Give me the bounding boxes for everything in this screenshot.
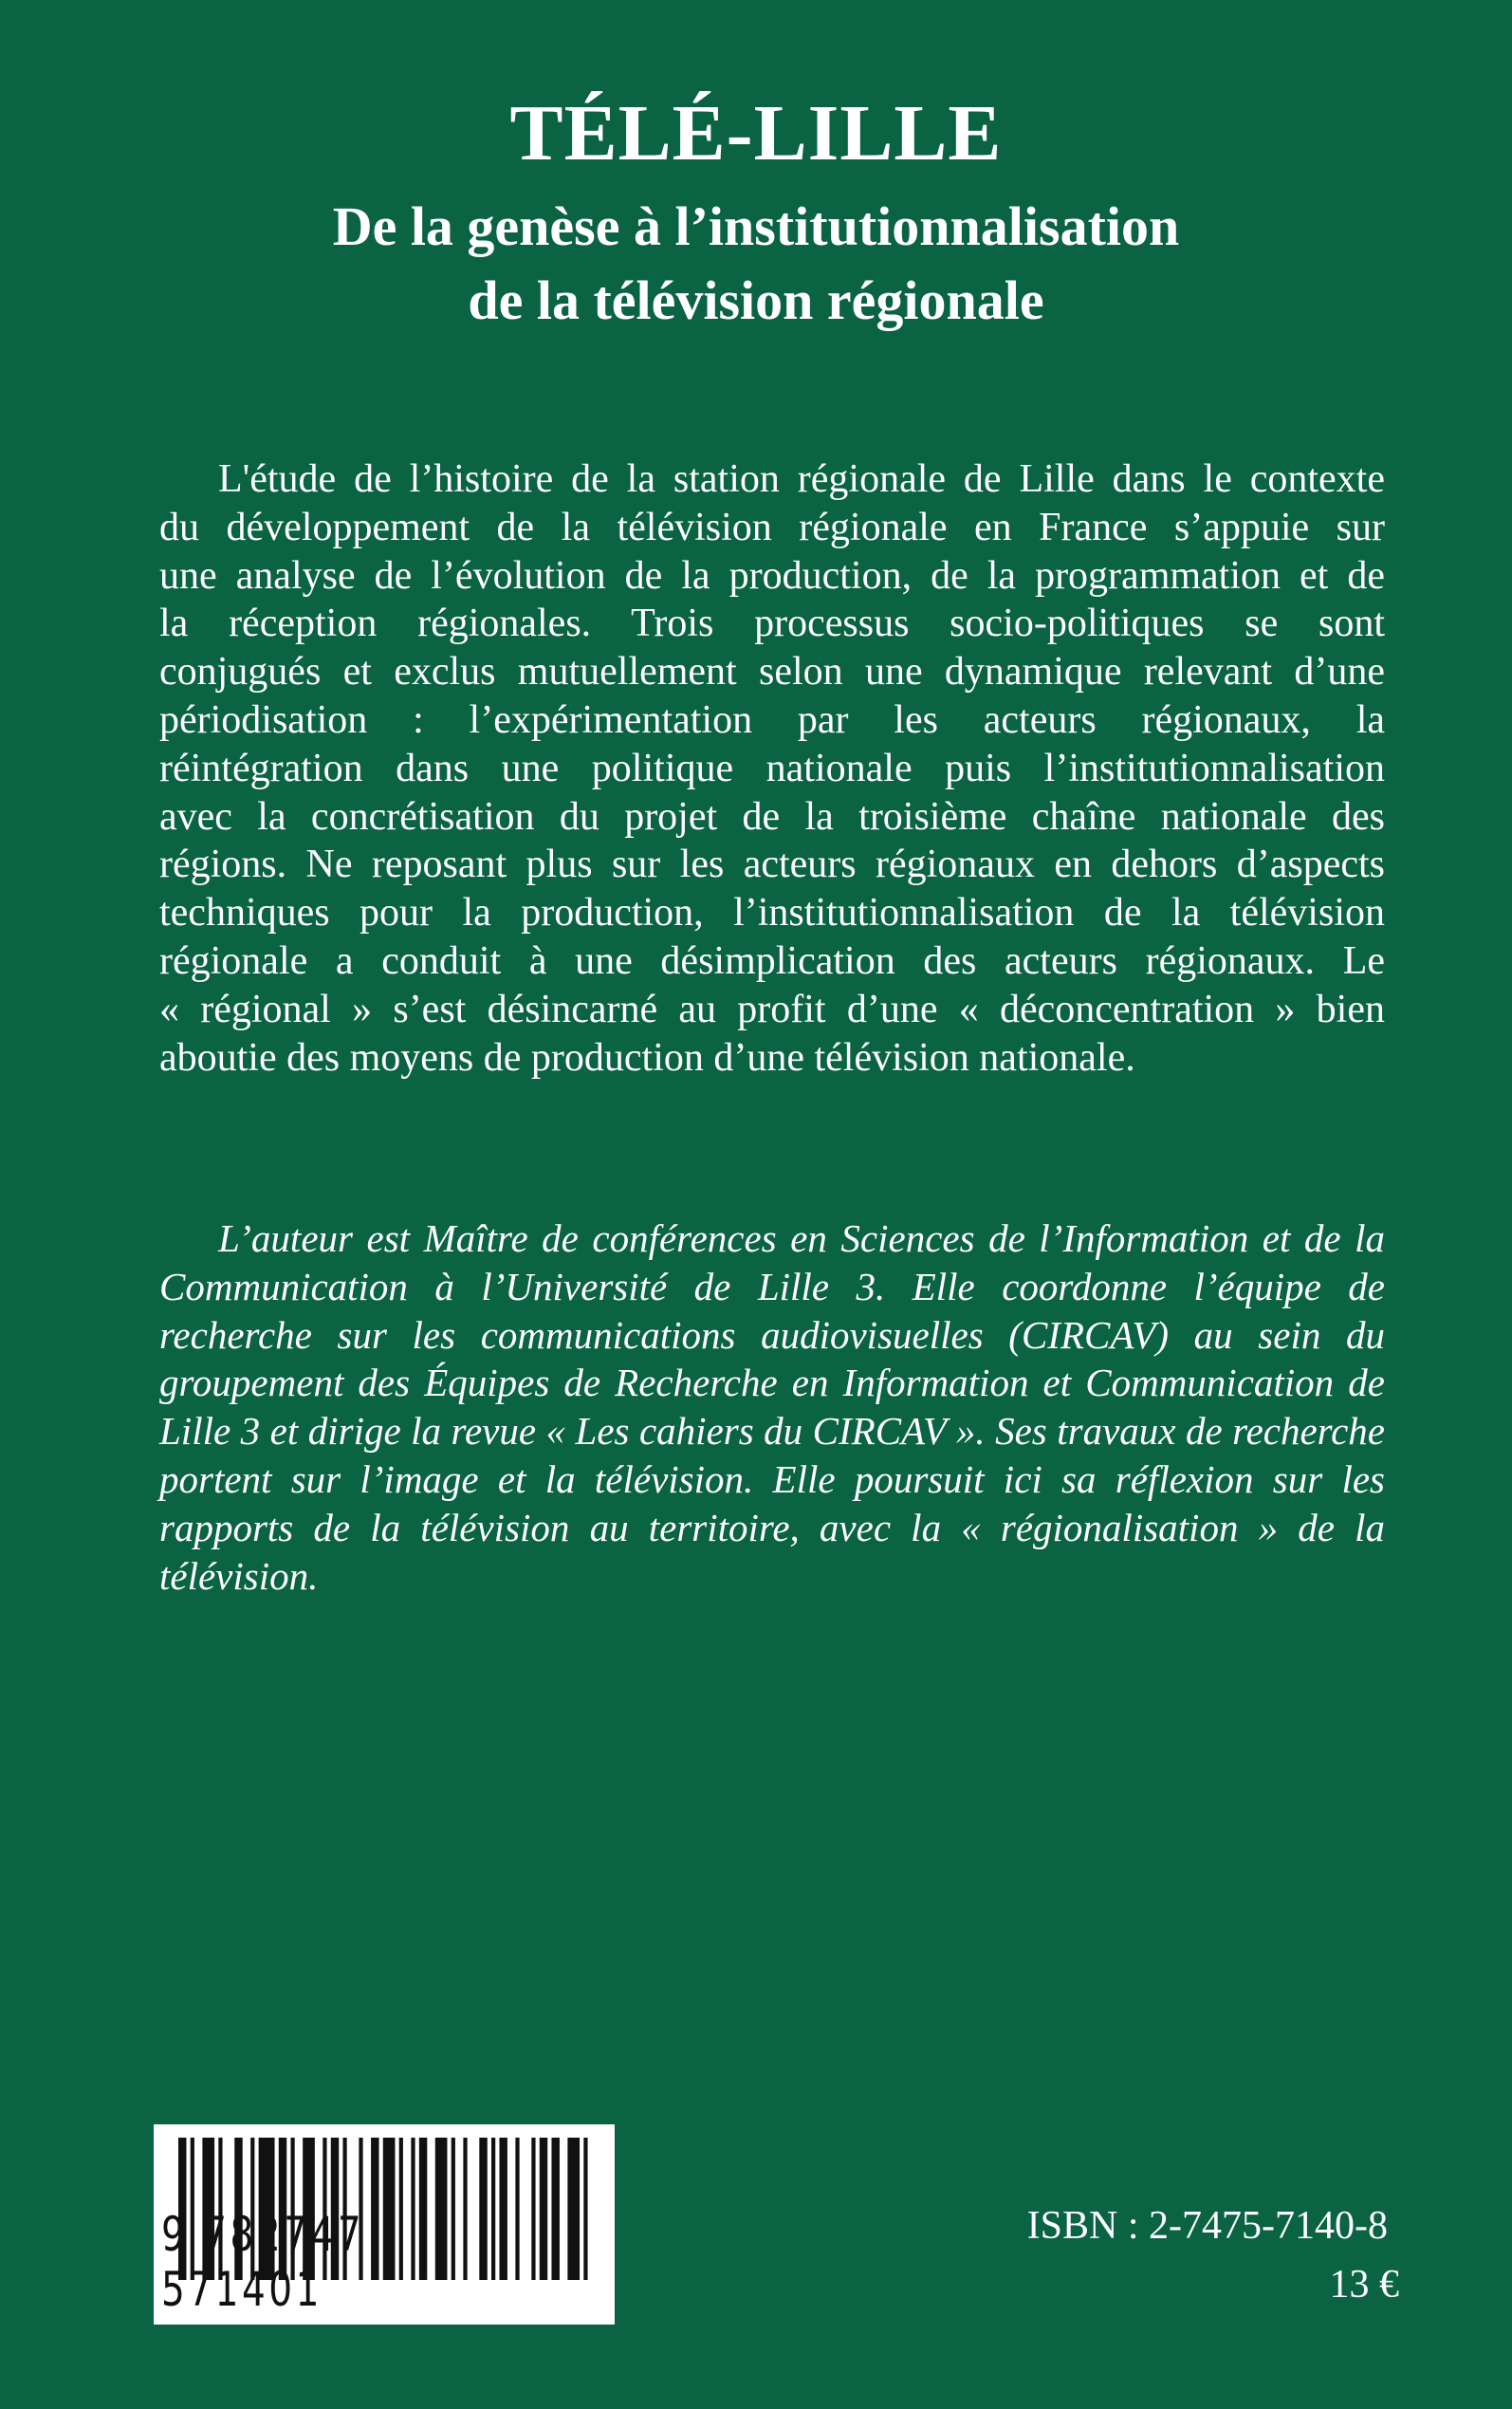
price: 13 € bbox=[1329, 2263, 1399, 2307]
isbn: ISBN : 2-7475-7140-8 bbox=[1026, 2204, 1388, 2248]
barcode bbox=[154, 2124, 615, 2325]
subtitle-line-2: de la télévision régionale bbox=[468, 269, 1044, 331]
subtitle-line-1: De la genèse à l’institutionnalisation bbox=[332, 195, 1180, 257]
text-line: L'étude de l’histoire de la station régionale de Lille dans le contexte bbox=[218, 457, 1385, 501]
text-line: recherche sur les communications audiovisuelles (CIRCAV) au sein du bbox=[159, 1312, 1385, 1357]
text-line: télévision. bbox=[159, 1553, 319, 1598]
author-bio-paragraph bbox=[159, 1214, 1385, 1600]
text-line: aboutie des moyens de production d’une télévision nationale. bbox=[159, 1035, 1135, 1080]
book-title: TÉLÉ-LILLE bbox=[509, 89, 1003, 177]
barcode-bar bbox=[551, 2138, 559, 2280]
text-line: régions. Ne reposant plus sur les acteurs régionaux en dehors d’aspects bbox=[159, 843, 1385, 887]
text-line: réintégration dans une politique nationale puis l’institutionnalisation bbox=[159, 746, 1385, 790]
text-line: du développement de la télévision régionale en France s’appuie sur bbox=[159, 505, 1385, 549]
text-line: portent sur l’image et la télévision. Elle poursuit ici sa réflexion sur les bbox=[159, 1456, 1385, 1501]
text-line: « régional » s’est désincarné au profit d’une « déconcentration » bien bbox=[159, 987, 1385, 1031]
text-line: régionale a conduit à une désimplication des acteurs régionaux. Le bbox=[159, 938, 1385, 983]
text-line: Communication à l’Université de Lille 3. Elle coordonne l’équipe de bbox=[159, 1264, 1385, 1308]
barcode-bar bbox=[583, 2138, 587, 2280]
text-line: périodisation : l’expérimentation par les acteurs régionaux, la bbox=[159, 697, 1385, 742]
text-line: une analyse de l’évolution de la production, de la programmation et de bbox=[159, 553, 1385, 598]
text-line: groupement des Équipes de Recherche en Information et Communication de bbox=[159, 1361, 1385, 1405]
text-line: conjugués et exclus mutuellement selon une dynamique relevant d’une bbox=[159, 650, 1385, 695]
summary-paragraph bbox=[159, 455, 1385, 1082]
text-line: avec la concrétisation du projet de la troisième chaîne nationale des bbox=[159, 794, 1385, 839]
barcode-bar bbox=[531, 2138, 535, 2280]
text-line: Lille 3 et dirige la revue « Les cahiers du CIRCAV ». Ses travaux de recherche bbox=[159, 1409, 1385, 1454]
barcode-bar bbox=[567, 2138, 580, 2280]
text-line: L’auteur est Maître de conférences en Sciences de l’Information et de la bbox=[218, 1216, 1385, 1260]
text-line: techniques pour la production, l’institutionnalisation de la télévision bbox=[159, 891, 1385, 936]
barcode-bar bbox=[515, 2138, 519, 2280]
text-line: la réception régionales. Trois processus socio-politiques se sont bbox=[159, 602, 1385, 646]
barcode-bar bbox=[540, 2138, 547, 2280]
barcode-digits: 9 782747 571401 bbox=[161, 2207, 365, 2317]
text-line: rapports de la télévision au territoire, avec la « régionalisation » de la bbox=[159, 1505, 1385, 1549]
